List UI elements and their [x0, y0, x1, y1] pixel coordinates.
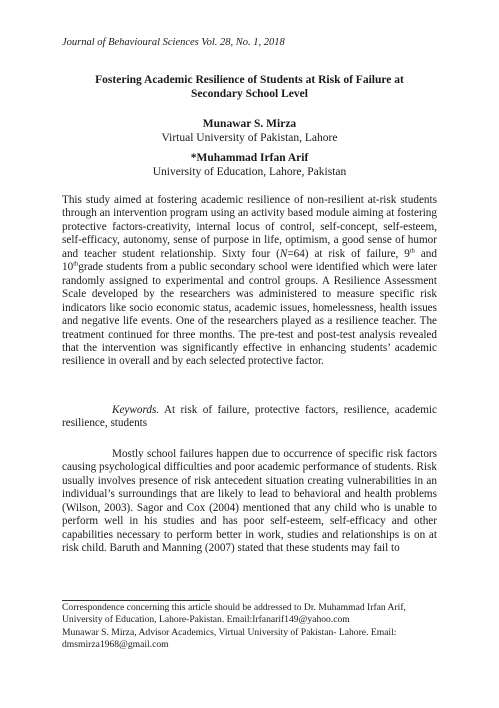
sample-size-symbol: N	[279, 247, 288, 260]
paper-title	[62, 73, 437, 101]
abstract-text-part-2: =64) at risk of failure, 9	[287, 247, 410, 260]
author-block-1	[62, 117, 437, 145]
ordinal-superscript: th	[73, 260, 79, 268]
journal-header: Journal of Behavioural Sciences Vol. 28, No. 1, 2018	[62, 37, 285, 48]
footnote-correspondence: Correspondence concerning this article should be addressed to Dr. Muhammad Irfan Arif, University of Education, Lahore-Pakistan. Email:Irfanarif149@yahoo.com	[62, 602, 406, 626]
correspondence-footnote	[62, 602, 442, 651]
abstract-text-part-4: grade students from a public secondary school were identified which were later randomly assigned to experimental and control groups. A Resilience Assessment Scale developed by the researchers was administered to measure specific risk indicators like socio economic status, academic issues, homelessness, health issues and negative life events. One of the researchers played as a resilience teacher. The treatment continued for three months. The pre-test and post-test analysis revealed that the intervention was significantly effective in enhancing students’ academic resilience in overall and by each selected protective factor.	[62, 261, 437, 368]
ordinal-superscript: th	[409, 247, 415, 255]
author-block-2	[62, 151, 437, 179]
footnote-divider	[62, 600, 210, 601]
abstract-paragraph	[62, 194, 437, 369]
body-paragraph: Mostly school failures happen due to occurrence of specific risk factors causing psychological difficulties and poor academic performance of students. Risk usually involves presence of risk antecedent situation creating vulnerabilities in an individual’s surroundings that are likely to lead to behavioral and health problems (Wilson, 2003). Sagor and Cox (2004) mentioned that any child who is unable to perform well in his studies and has poor self-esteem, self-efficacy and other capabilities necessary to perform better in work, studies and relationships is on at risk child. Baruth and Manning (2007) stated that these students may fail to	[62, 448, 437, 555]
keywords-line	[62, 404, 437, 431]
author-affiliation: University of Education, Lahore, Pakistan	[152, 166, 347, 178]
paper-title-line-1: Fostering Academic Resilience of Students at Risk of Failure at	[95, 74, 404, 86]
abstract-text-part-1: This study aimed at fostering academic resilience of non-resilient at-risk students through an intervention program using an activity based module aiming at fostering protective factors-creativity, internal locus of control, self-concept, self-esteem, self-efficacy, autonomy, sense of purpose in life, optimism, a good sense of humor and teacher student relationship. Sixty four (	[62, 194, 437, 260]
author-name: *Muhammad Irfan Arif	[190, 152, 309, 164]
keywords-text: At risk of failure, protective factors, resilience, academic resilience, students	[62, 404, 437, 430]
abstract-text-part-3: and 10	[62, 247, 437, 274]
keywords-label: Keywords.	[112, 404, 160, 416]
author-name: Munawar S. Mirza	[202, 118, 297, 130]
footnote-advisor: Munawar S. Mirza, Advisor Academics, Virtual University of Pakistan- Lahore. Email: dmsmirza1968@gmail.com	[62, 626, 397, 650]
paper-title-line-2: Secondary School Level	[191, 88, 308, 100]
author-affiliation: Virtual University of Pakistan, Lahore	[161, 132, 338, 144]
